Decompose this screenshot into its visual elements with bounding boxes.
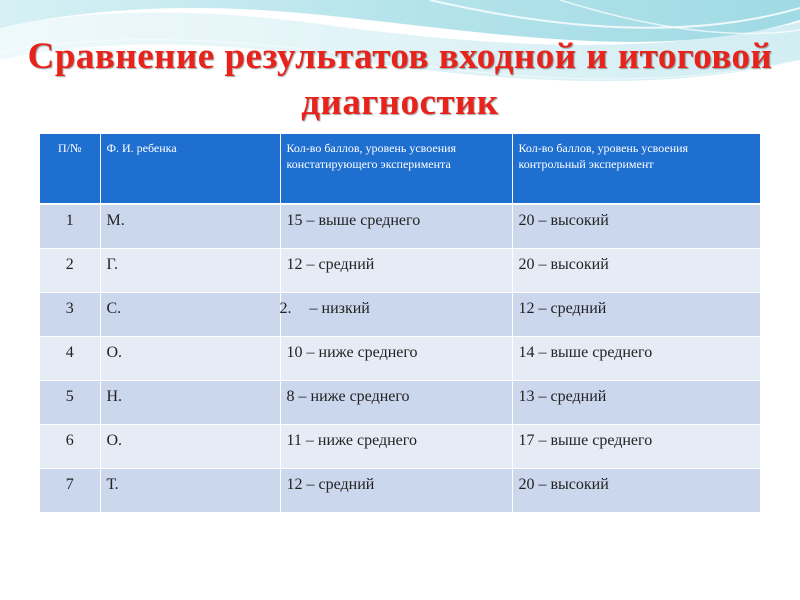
cell-number: 7	[40, 468, 100, 512]
cell-name: О.	[100, 424, 280, 468]
table-row	[40, 380, 760, 424]
table-row	[40, 336, 760, 380]
cell-name: О.	[100, 336, 280, 380]
results-table	[40, 134, 761, 513]
column-header-initial-score: Кол-во баллов, уровень усвоения констатирующего эксперимента	[280, 134, 512, 204]
cell-number: 5	[40, 380, 100, 424]
cell-initial-score: 15 – выше среднего	[280, 204, 512, 248]
table-row	[40, 248, 760, 292]
cell-number: 4	[40, 336, 100, 380]
cell-final-score: 13 – средний	[512, 380, 760, 424]
cell-initial-score: 10 – ниже среднего	[280, 336, 512, 380]
cell-final-score: 14 – выше среднего	[512, 336, 760, 380]
table-row	[40, 292, 760, 336]
cell-number: 3	[40, 292, 100, 336]
table-header-row	[40, 134, 760, 204]
column-header-number: П/№	[40, 134, 100, 204]
cell-name: Г.	[100, 248, 280, 292]
cell-final-score: 12 – средний	[512, 292, 760, 336]
cell-number: 1	[40, 204, 100, 248]
cell-final-score: 20 – высокий	[512, 248, 760, 292]
page-title: Сравнение результатов входной и итоговой диагностик	[27, 36, 773, 123]
table-row	[40, 204, 760, 248]
cell-name: С.	[100, 292, 280, 336]
cell-initial-score: 12 – средний	[280, 248, 512, 292]
list-number-marker: 2.	[279, 299, 292, 317]
cell-name: Т.	[100, 468, 280, 512]
column-header-name: Ф. И. ребенка	[100, 134, 280, 204]
cell-initial-score: 8 – ниже среднего	[280, 380, 512, 424]
column-header-final-score: Кол-во баллов, уровень усвоения контрольный эксперимент	[512, 134, 760, 204]
cell-number: 6	[40, 424, 100, 468]
results-table-wrapper	[40, 134, 760, 513]
table-row	[40, 424, 760, 468]
cell-final-score: 17 – выше среднего	[512, 424, 760, 468]
cell-final-score: 20 – высокий	[512, 468, 760, 512]
cell-name: Н.	[100, 380, 280, 424]
cell-name: М.	[100, 204, 280, 248]
cell-initial-score: 11 – ниже среднего	[280, 424, 512, 468]
cell-number: 2	[40, 248, 100, 292]
table-row	[40, 468, 760, 512]
cell-final-score: 20 – высокий	[512, 204, 760, 248]
cell-initial-score	[280, 292, 512, 336]
cell-initial-score-text: – низкий	[309, 299, 370, 317]
cell-initial-score: 12 – средний	[280, 468, 512, 512]
